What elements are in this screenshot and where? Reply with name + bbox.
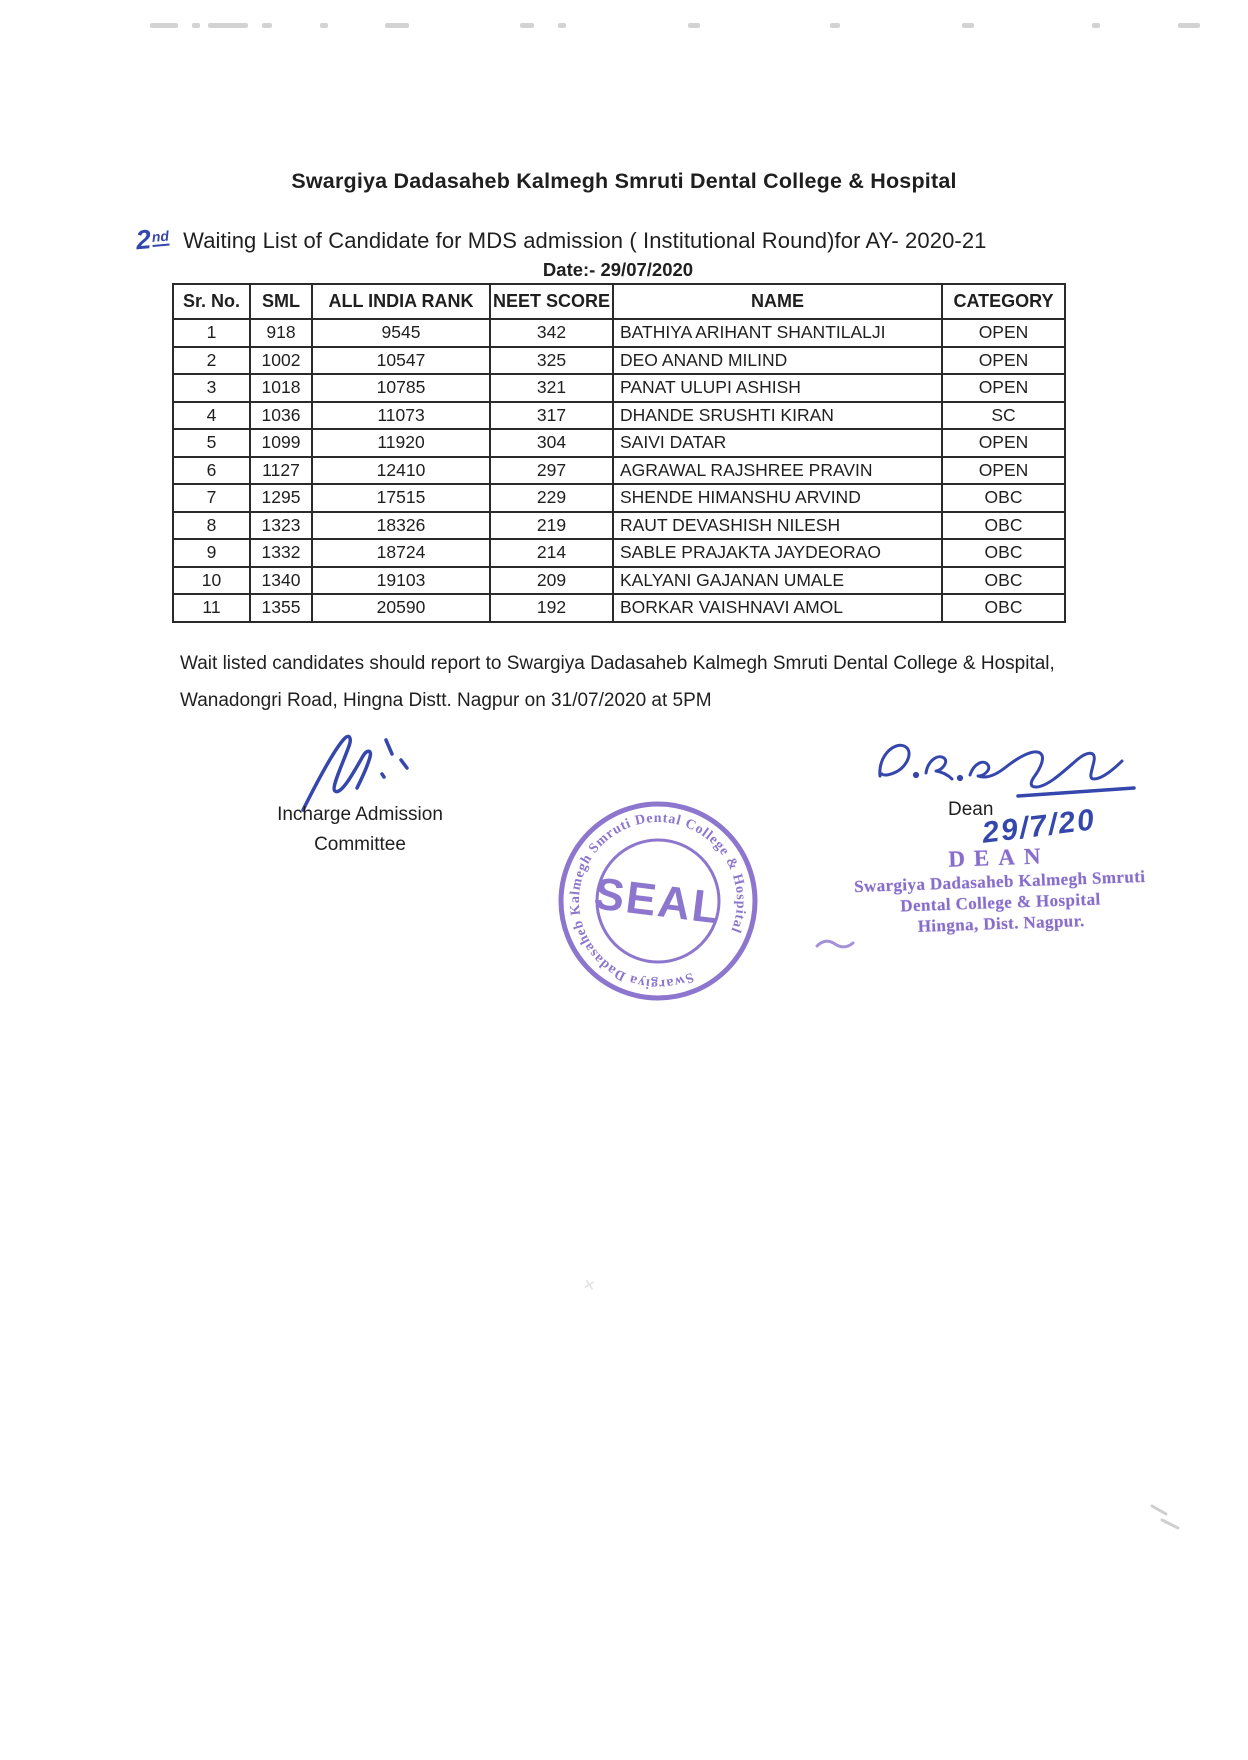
table-cell: 1 (173, 319, 250, 347)
table-cell: 8 (173, 512, 250, 540)
table-cell: 1036 (250, 402, 312, 430)
table-cell: 18724 (312, 539, 490, 567)
table-cell: 1332 (250, 539, 312, 567)
table-cell: OPEN (942, 319, 1065, 347)
table-cell: 229 (490, 484, 613, 512)
table-cell: 321 (490, 374, 613, 402)
table-cell: 219 (490, 512, 613, 540)
table-cell: 7 (173, 484, 250, 512)
table-cell: 10785 (312, 374, 490, 402)
dean-signature-ink (868, 730, 1148, 814)
scan-pen-mark (1148, 1502, 1188, 1532)
table-cell: 19103 (312, 567, 490, 595)
column-header: Sr. No. (173, 284, 250, 319)
table-cell: SHENDE HIMANSHU ARVIND (613, 484, 942, 512)
scan-artifact-dash (1092, 23, 1100, 28)
table-row (173, 512, 1065, 540)
scan-artifact-dash (208, 23, 248, 28)
handwritten-2nd: 2nd (134, 224, 170, 256)
table-body (173, 319, 1065, 622)
table-cell: OBC (942, 512, 1065, 540)
table-cell: 1295 (250, 484, 312, 512)
table-cell: 317 (490, 402, 613, 430)
scan-speck: ✕ (581, 1275, 598, 1296)
seal-center-text: SEAL (591, 867, 725, 934)
table-cell: 6 (173, 457, 250, 485)
table-cell: 9 (173, 539, 250, 567)
scan-artifact-dash (520, 23, 534, 28)
table-cell: OPEN (942, 374, 1065, 402)
table-cell: 325 (490, 347, 613, 375)
scan-artifact-dash (962, 23, 974, 28)
table-cell: 12410 (312, 457, 490, 485)
table-row (173, 347, 1065, 375)
table-cell: 214 (490, 539, 613, 567)
table-row (173, 402, 1065, 430)
table-cell: 1340 (250, 567, 312, 595)
table-cell: 3 (173, 374, 250, 402)
table-cell: 20590 (312, 594, 490, 622)
table-cell: OPEN (942, 429, 1065, 457)
table-cell: 9545 (312, 319, 490, 347)
table-cell: 192 (490, 594, 613, 622)
table-cell: 918 (250, 319, 312, 347)
table-cell: OBC (942, 539, 1065, 567)
document-subtitle-row (136, 218, 1216, 255)
table-cell: 1099 (250, 429, 312, 457)
scan-artifact-dash (320, 23, 328, 28)
table-cell: 18326 (312, 512, 490, 540)
scan-artifact-dash (385, 23, 409, 28)
table-cell: 297 (490, 457, 613, 485)
column-header: NAME (613, 284, 942, 319)
stamp-line4: Hingna, Dist. Nagpur. (917, 911, 1085, 936)
table-row (173, 484, 1065, 512)
table-cell: SAIVI DATAR (613, 429, 942, 457)
dean-label: Dean (948, 799, 994, 820)
table-cell: OBC (942, 594, 1065, 622)
scan-artifact-dash (1178, 23, 1200, 28)
table-cell: 1355 (250, 594, 312, 622)
table-cell: OBC (942, 484, 1065, 512)
column-header: ALL INDIA RANK (312, 284, 490, 319)
seal-ring-text: Swargiya Dadasaheb Kalmegh Smruti Dental College & Hospital (567, 810, 749, 992)
stamp-line3: Dental College & Hospital (900, 889, 1101, 916)
table-cell: KALYANI GAJANAN UMALE (613, 567, 942, 595)
table-cell: AGRAWAL RAJSHREE PRAVIN (613, 457, 942, 485)
table-cell: SABLE PRAJAKTA JAYDEORAO (613, 539, 942, 567)
table-cell: DEO ANAND MILIND (613, 347, 942, 375)
header-row (173, 284, 1065, 319)
scan-artifact-dash (688, 23, 700, 28)
table-cell: 304 (490, 429, 613, 457)
table-cell: SC (942, 402, 1065, 430)
stamp-line2: Swargiya Dadasaheb Kalmegh Smruti (853, 866, 1146, 897)
table-row (173, 594, 1065, 622)
dean-office-stamp (807, 838, 1194, 940)
scan-artifact-dash (558, 23, 566, 28)
incharge-label-line1: Incharge Admission (277, 804, 443, 825)
document-title: Swargiya Dadasaheb Kalmegh Smruti Dental College & Hospital (291, 169, 957, 193)
table-cell: OBC (942, 567, 1065, 595)
table-row (173, 539, 1065, 567)
table-cell: RAUT DEVASHISH NILESH (613, 512, 942, 540)
table-cell: 17515 (312, 484, 490, 512)
table-cell: 1018 (250, 374, 312, 402)
column-header: CATEGORY (942, 284, 1065, 319)
table-cell: BATHIYA ARIHANT SHANTILALJI (613, 319, 942, 347)
table-cell: 1002 (250, 347, 312, 375)
scan-artifact-dash (192, 23, 200, 28)
table-cell: 11073 (312, 402, 490, 430)
stamp-smudge (815, 936, 855, 952)
table-cell: 1323 (250, 512, 312, 540)
table-row (173, 457, 1065, 485)
table-cell: 10 (173, 567, 250, 595)
table-row (173, 374, 1065, 402)
table-cell: 11 (173, 594, 250, 622)
college-seal (552, 795, 764, 1007)
column-header: NEET SCORE (490, 284, 613, 319)
table-cell: DHANDE SRUSHTI KIRAN (613, 402, 942, 430)
incharge-label-line2: Committee (314, 834, 406, 855)
table-cell: 342 (490, 319, 613, 347)
table-cell: 2 (173, 347, 250, 375)
table-cell: PANAT ULUPI ASHISH (613, 374, 942, 402)
table-cell: OPEN (942, 347, 1065, 375)
scan-artifact-dash (262, 23, 272, 28)
table-cell: 10547 (312, 347, 490, 375)
table-cell: 11920 (312, 429, 490, 457)
table-row (173, 567, 1065, 595)
incharge-label (252, 800, 468, 860)
scan-artifact-dash (150, 23, 178, 28)
report-note: Wait listed candidates should report to Swargiya Dadasaheb Kalmegh Smruti Dental College & Hospital, Wanadongri Road, Hingna Distt. Nagpur on 31/07/2020 at 5PM (180, 653, 1055, 711)
stamp-line1: DEAN (947, 843, 1050, 872)
document-subtitle: Waiting List of Candidate for MDS admission ( Institutional Round)for AY- 2020-21 (183, 228, 987, 253)
table-cell: 1127 (250, 457, 312, 485)
table-cell: 209 (490, 567, 613, 595)
waiting-list-table (172, 283, 1066, 623)
scan-artifact-dash (830, 23, 840, 28)
column-header: SML (250, 284, 312, 319)
table-cell: OPEN (942, 457, 1065, 485)
table-cell: BORKAR VAISHNAVI AMOL (613, 594, 942, 622)
dean-handwritten-date: 29/7/20 (980, 803, 1098, 850)
table-row (173, 319, 1065, 347)
table-row (173, 429, 1065, 457)
table-cell: 5 (173, 429, 250, 457)
document-date: Date:- 29/07/2020 (542, 259, 694, 280)
table-cell: 4 (173, 402, 250, 430)
